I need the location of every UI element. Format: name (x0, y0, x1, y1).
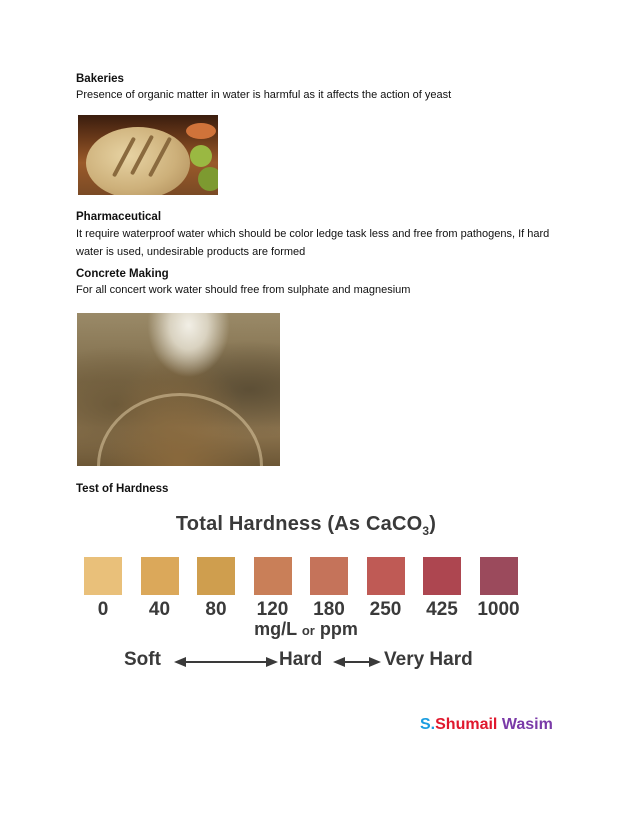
arrow-soft-hard (174, 655, 278, 669)
hardness-swatch-40 (141, 557, 179, 595)
concrete-photo (77, 313, 280, 466)
hardness-swatch-80 (197, 557, 235, 595)
hardness-value-label: 180 (313, 599, 345, 620)
signature-first-name: Shumail (435, 716, 498, 733)
hardness-chart (76, 505, 536, 695)
pharmaceutical-text: It require waterproof water which should be color ledge task less and free from pathogens, If hard water is used, undesirable products are formed (76, 228, 550, 258)
hardness-value-label: 1000 (477, 599, 520, 620)
hardness-value-label: 40 (148, 599, 171, 620)
green-vegetable (198, 167, 218, 191)
bakeries-text: Presence of organic matter in water is harmful as it affects the action of yeast (76, 89, 452, 101)
units-mgl: mg/L (254, 619, 297, 639)
hardness-swatch-425 (423, 557, 461, 595)
author-signature (420, 716, 553, 734)
signature-initial: S. (420, 716, 436, 733)
hardness-swatch-1000 (480, 557, 518, 595)
hardness-swatch-120 (254, 557, 292, 595)
hardness-value-label: 120 (256, 599, 289, 620)
signature-last-name: Wasim (501, 716, 553, 733)
hardness-value-label: 250 (369, 599, 402, 620)
units-label (76, 619, 536, 640)
scale-soft: Soft (124, 649, 161, 670)
chart-title-main: Total Hardness (As CaCO (175, 513, 423, 535)
pharmaceutical-heading: Pharmaceutical (76, 211, 162, 223)
hardness-swatch-250 (367, 557, 405, 595)
bakeries-heading: Bakeries (76, 73, 124, 85)
concrete-text: For all concert work water should free from sulphate and magnesium (76, 284, 411, 296)
hardness-value-label: 80 (205, 599, 227, 620)
hardness-value-label: 425 (426, 599, 458, 620)
test-heading: Test of Hardness (76, 483, 169, 495)
green-vegetable (190, 145, 212, 167)
scale-hard: Hard (279, 649, 323, 670)
concrete-arch (97, 393, 263, 466)
chart-title-subscript: 3 (422, 524, 430, 538)
hardness-swatch-180 (310, 557, 348, 595)
chart-title-end: ) (429, 513, 437, 535)
units-ppm: ppm (319, 619, 358, 639)
chart-title (76, 513, 536, 538)
concrete-heading: Concrete Making (76, 268, 169, 280)
hardness-swatch-0 (84, 557, 122, 595)
orange-vegetable (186, 123, 216, 139)
hardness-value-label: 0 (97, 599, 109, 620)
units-or: or (301, 623, 315, 638)
scale-very-hard: Very Hard (384, 649, 473, 670)
arrow-hard-veryhard (333, 655, 381, 669)
bread-photo (78, 115, 218, 195)
